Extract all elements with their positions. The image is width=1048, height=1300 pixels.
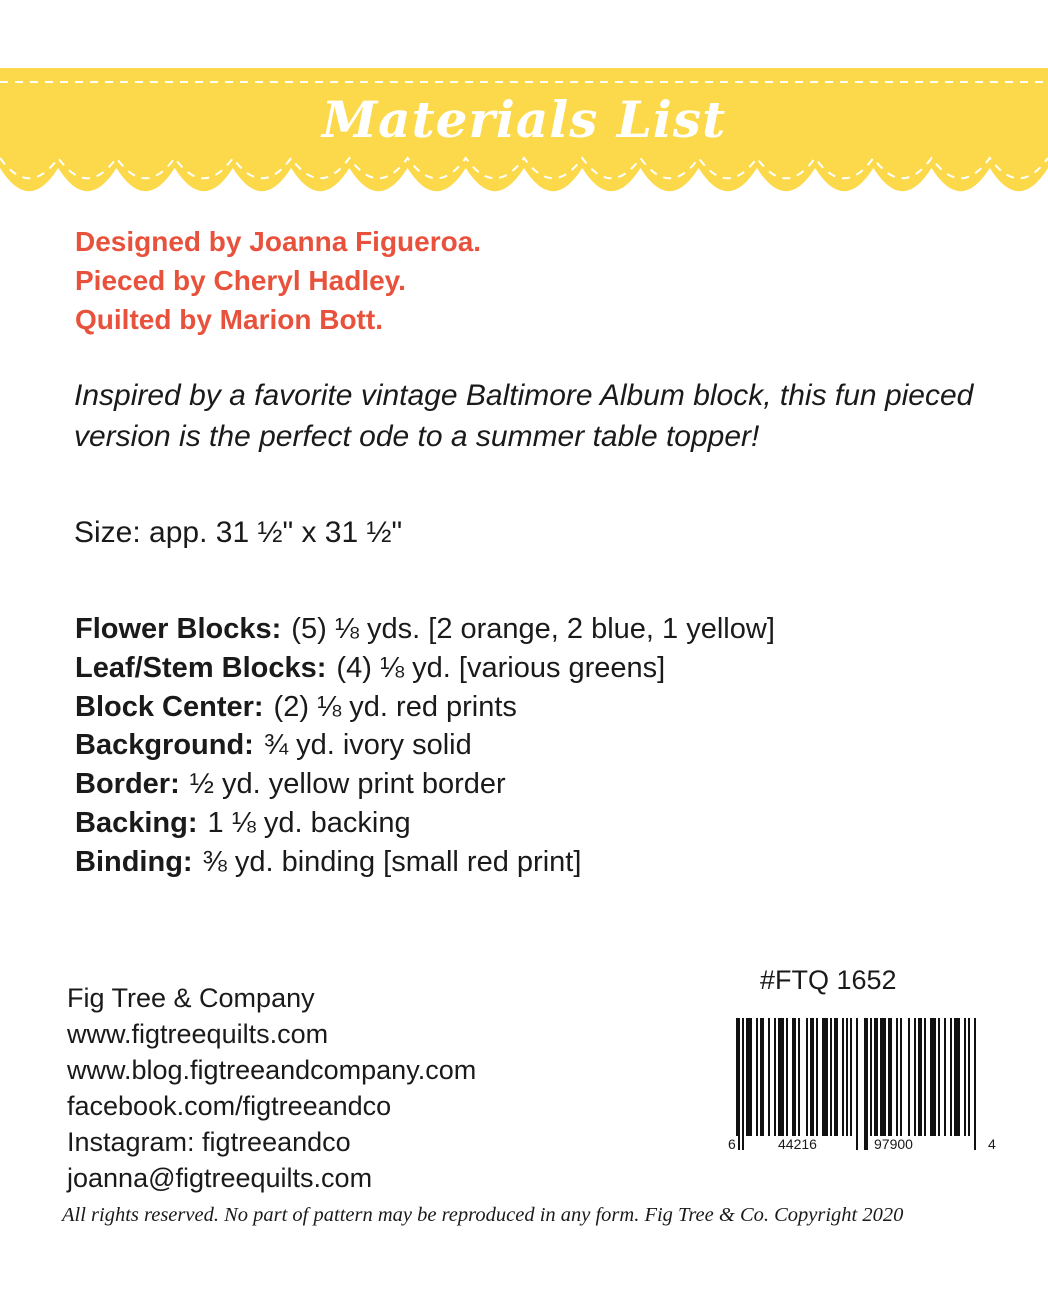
quilter-credit: Quilted by Marion Bott. — [75, 304, 383, 335]
barcode-bar — [810, 1018, 814, 1136]
barcode-bar — [792, 1018, 796, 1136]
material-value: ⅜ yd. binding [small red print] — [202, 845, 582, 878]
barcode-bar — [786, 1018, 788, 1136]
barcode-bar — [736, 1018, 740, 1150]
barcode-bar — [896, 1018, 898, 1136]
barcode-bar — [870, 1018, 872, 1136]
barcode-bar — [742, 1018, 744, 1150]
barcode-bar — [874, 1018, 878, 1136]
piecer-credit: Pieced by Cheryl Hadley. — [75, 265, 406, 296]
barcode-bar — [760, 1018, 764, 1136]
barcode-bar — [746, 1018, 752, 1136]
barcode-bar — [908, 1018, 910, 1136]
barcode-bar — [968, 1018, 970, 1136]
material-item — [75, 610, 775, 649]
barcode-bar — [842, 1018, 844, 1136]
material-value: (5) ⅛ yds. [2 orange, 2 blue, 1 yellow] — [291, 613, 775, 645]
barcode-bar — [822, 1018, 828, 1136]
instagram-handle: Instagram: figtreeandco — [67, 1127, 351, 1157]
barcode-bar — [834, 1018, 838, 1136]
barcode-bar — [806, 1018, 808, 1136]
barcode-bar — [974, 1018, 976, 1150]
material-label: Leaf/Stem Blocks: — [75, 651, 327, 684]
material-item — [75, 765, 775, 804]
materials-list — [75, 610, 775, 882]
email-link[interactable]: joanna@figtreequilts.com — [67, 1163, 373, 1193]
barcode-bar — [864, 1018, 868, 1150]
credits-list — [75, 222, 481, 339]
barcode-bar — [914, 1018, 916, 1136]
barcode-bar — [816, 1018, 818, 1136]
barcode-bar — [774, 1018, 776, 1136]
banner-title: Materials List — [321, 90, 727, 149]
copyright-notice: All rights reserved. No part of pattern may be reproduced in any form. Fig Tree & Co. Copyright 2020 — [62, 1204, 904, 1226]
facebook-link[interactable]: facebook.com/figtreeandco — [67, 1091, 392, 1121]
pattern-description: Inspired by a favorite vintage Baltimore Album block, this fun pieced version is the perfect ode to a summer table topper! — [74, 379, 974, 453]
barcode-bar — [918, 1018, 922, 1136]
material-value: (2) ⅛ yd. red prints — [273, 690, 517, 723]
material-value: ¾ yd. ivory solid — [263, 729, 472, 762]
barcode-digit-lead: 6 — [728, 1136, 736, 1152]
barcode-bar — [944, 1018, 946, 1136]
barcode-bar — [778, 1018, 784, 1136]
finished-size: Size: app. 31 ½" x 31 ½" — [74, 516, 403, 549]
website-link[interactable]: www.figtreequilts.com — [67, 1019, 329, 1049]
barcode-bar — [900, 1018, 902, 1136]
barcode-bar — [924, 1018, 926, 1136]
material-item — [75, 649, 775, 688]
material-label: Border: — [75, 768, 180, 801]
designer-credit: Designed by Joanna Figueroa. — [75, 226, 482, 257]
barcode — [722, 1018, 1004, 1170]
barcode-digits — [722, 1136, 1004, 1158]
material-label: Backing: — [75, 806, 198, 839]
barcode-bar — [856, 1018, 858, 1150]
material-item — [75, 726, 775, 765]
barcode-bar — [888, 1018, 892, 1136]
barcode-bar — [756, 1018, 758, 1136]
contact-info — [67, 980, 476, 1196]
material-label: Flower Blocks: — [75, 613, 282, 645]
header-banner — [0, 68, 1048, 218]
barcode-bar — [768, 1018, 770, 1136]
material-item — [75, 804, 775, 843]
barcode-bar — [846, 1018, 848, 1136]
material-item — [75, 688, 775, 727]
material-label: Binding: — [75, 845, 193, 878]
barcode-bar — [830, 1018, 832, 1136]
barcode-digit-check: 4 — [988, 1136, 996, 1152]
material-label: Block Center: — [75, 690, 264, 723]
barcode-bar — [938, 1018, 940, 1136]
barcode-bar — [950, 1018, 952, 1136]
material-item — [75, 843, 775, 882]
barcode-digit-left: 44216 — [778, 1136, 817, 1152]
material-value: (4) ⅛ yd. [various greens] — [336, 651, 666, 684]
barcode-bar — [964, 1018, 966, 1136]
material-value: 1 ⅛ yd. backing — [207, 806, 411, 839]
product-code: #FTQ 1652 — [760, 965, 897, 995]
barcode-bar — [798, 1018, 800, 1136]
material-value: ½ yd. yellow print border — [189, 768, 506, 801]
barcode-bar — [850, 1018, 852, 1136]
barcode-digit-right: 97900 — [874, 1136, 913, 1152]
barcode-bar — [930, 1018, 936, 1136]
barcode-bar — [880, 1018, 886, 1136]
barcode-bar — [954, 1018, 960, 1136]
company-name: Fig Tree & Company — [67, 983, 315, 1013]
material-label: Background: — [75, 729, 254, 762]
blog-link[interactable]: www.blog.figtreeandcompany.com — [67, 1055, 477, 1085]
